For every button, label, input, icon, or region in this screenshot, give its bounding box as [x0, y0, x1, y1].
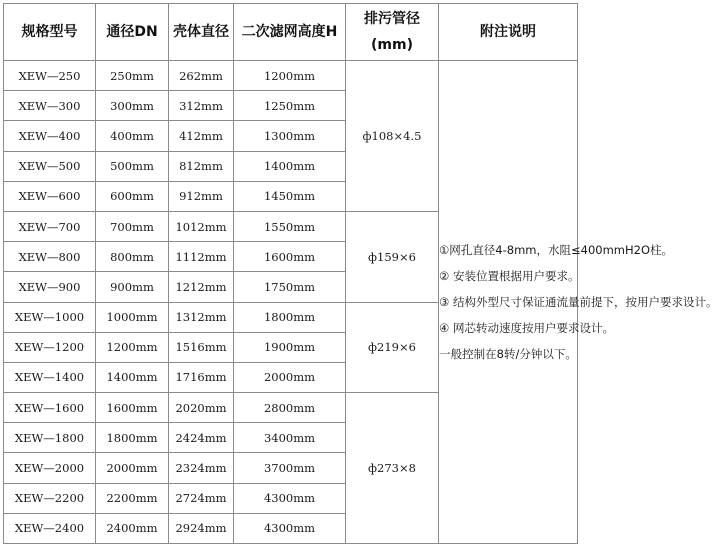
drain-pipe-cell: ф219×6: [346, 302, 439, 393]
header-drain-pipe: 排污管径(mm): [346, 4, 439, 61]
screen-height-cell: 1750mm: [234, 272, 346, 302]
screen-height-cell: 1250mm: [234, 91, 346, 121]
dn-cell: 2000mm: [96, 453, 169, 483]
dn-cell: 900mm: [96, 272, 169, 302]
shell-diameter-cell: 2924mm: [169, 513, 234, 543]
screen-height-cell: 4300mm: [234, 483, 346, 513]
note-item: ①网孔直径4-8mm，水阻≤400mmH2O柱。: [439, 243, 674, 257]
screen-height-cell: 1550mm: [234, 211, 346, 241]
shell-diameter-cell: 1112mm: [169, 242, 234, 272]
model-cell: XEW—700: [4, 211, 96, 241]
dn-cell: 700mm: [96, 211, 169, 241]
header-dn: 通径DN: [96, 4, 169, 61]
shell-diameter-cell: 312mm: [169, 91, 234, 121]
model-cell: XEW—2000: [4, 453, 96, 483]
screen-height-cell: 3400mm: [234, 423, 346, 453]
shell-diameter-cell: 1516mm: [169, 332, 234, 362]
note-item: ② 安装位置根据用户要求。: [439, 269, 580, 283]
dn-cell: 400mm: [96, 121, 169, 151]
screen-height-cell: 1600mm: [234, 242, 346, 272]
dn-cell: 600mm: [96, 181, 169, 211]
shell-diameter-cell: 2724mm: [169, 483, 234, 513]
screen-height-cell: 4300mm: [234, 513, 346, 543]
dn-cell: 1400mm: [96, 362, 169, 392]
screen-height-cell: 1200mm: [234, 61, 346, 91]
model-cell: XEW—600: [4, 181, 96, 211]
shell-diameter-cell: 2424mm: [169, 423, 234, 453]
dn-cell: 2200mm: [96, 483, 169, 513]
model-cell: XEW—1000: [4, 302, 96, 332]
screen-height-cell: 1900mm: [234, 332, 346, 362]
screen-height-cell: 1450mm: [234, 181, 346, 211]
model-cell: XEW—1200: [4, 332, 96, 362]
note-item: ③ 结构外型尺寸保证通流量前提下，按用户要求设计。: [439, 295, 717, 309]
model-cell: XEW—800: [4, 242, 96, 272]
dn-cell: 300mm: [96, 91, 169, 121]
dn-cell: 1600mm: [96, 393, 169, 423]
notes-cell: [439, 61, 717, 544]
screen-height-cell: 3700mm: [234, 453, 346, 483]
model-cell: XEW—250: [4, 61, 96, 91]
dn-cell: 1800mm: [96, 423, 169, 453]
shell-diameter-cell: 262mm: [169, 61, 234, 91]
model-cell: XEW—300: [4, 91, 96, 121]
dn-cell: 1000mm: [96, 302, 169, 332]
model-cell: XEW—1800: [4, 423, 96, 453]
model-cell: XEW—900: [4, 272, 96, 302]
header-row: [4, 4, 578, 61]
drain-pipe-cell: ф159×6: [346, 211, 439, 302]
drain-pipe-cell: ф273×8: [346, 393, 439, 544]
header-notes: 附注说明: [439, 4, 578, 61]
model-cell: XEW—2400: [4, 513, 96, 543]
model-cell: XEW—400: [4, 121, 96, 151]
screen-height-cell: 1800mm: [234, 302, 346, 332]
dn-cell: 500mm: [96, 151, 169, 181]
shell-diameter-cell: 2020mm: [169, 393, 234, 423]
dn-cell: 250mm: [96, 61, 169, 91]
note-item: 一般控制在8转/分钟以下。: [439, 347, 577, 361]
shell-diameter-cell: 412mm: [169, 121, 234, 151]
note-item: ④ 网芯转动速度按用户要求设计。: [439, 321, 614, 335]
screen-height-cell: 1300mm: [234, 121, 346, 151]
screen-height-cell: 1400mm: [234, 151, 346, 181]
spec-table: [3, 3, 717, 544]
dn-cell: 800mm: [96, 242, 169, 272]
screen-height-cell: 2800mm: [234, 393, 346, 423]
shell-diameter-cell: 2324mm: [169, 453, 234, 483]
shell-diameter-cell: 812mm: [169, 151, 234, 181]
model-cell: XEW—1600: [4, 393, 96, 423]
model-cell: XEW—500: [4, 151, 96, 181]
header-shell-diameter: 壳体直径: [169, 4, 234, 61]
shell-diameter-cell: 1212mm: [169, 272, 234, 302]
table-body: [4, 61, 717, 544]
shell-diameter-cell: 1312mm: [169, 302, 234, 332]
shell-diameter-cell: 912mm: [169, 181, 234, 211]
shell-diameter-cell: 1716mm: [169, 362, 234, 392]
header-model: 规格型号: [4, 4, 96, 61]
model-cell: XEW—1400: [4, 362, 96, 392]
table-row: [4, 61, 578, 91]
screen-height-cell: 2000mm: [234, 362, 346, 392]
shell-diameter-cell: 1012mm: [169, 211, 234, 241]
model-cell: XEW—2200: [4, 483, 96, 513]
dn-cell: 2400mm: [96, 513, 169, 543]
header-screen-height: 二次滤网高度H: [234, 4, 346, 61]
dn-cell: 1200mm: [96, 332, 169, 362]
drain-pipe-cell: ф108×4.5: [346, 61, 439, 212]
